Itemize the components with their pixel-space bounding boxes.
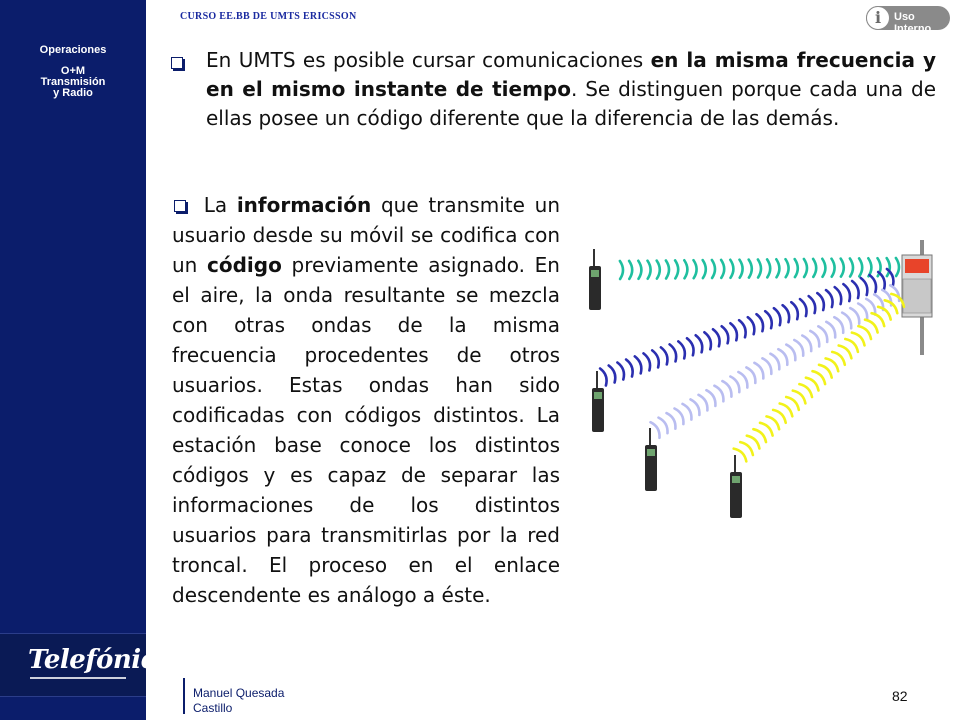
teal-signal-wave bbox=[684, 260, 687, 278]
blue-signal-wave bbox=[835, 287, 842, 304]
teal-signal-wave bbox=[703, 260, 706, 278]
badge-label: Uso Interno bbox=[894, 11, 932, 35]
teal-signal-wave bbox=[776, 259, 779, 277]
info-icon: i bbox=[866, 6, 890, 30]
page-number: 82 bbox=[892, 688, 908, 704]
blue-signal-wave bbox=[670, 344, 677, 361]
sidebar-title-line1: Operaciones bbox=[39, 44, 107, 56]
teal-signal-wave bbox=[859, 258, 862, 276]
bold-span: código bbox=[207, 253, 282, 277]
teal-signal-wave bbox=[887, 258, 890, 276]
teal-signal-wave bbox=[804, 259, 807, 277]
sidebar bbox=[0, 0, 173, 720]
blue-signal-wave bbox=[652, 350, 659, 367]
mobile-phone-icon bbox=[589, 249, 601, 310]
paragraph-umts-codes bbox=[206, 46, 936, 133]
teal-signal-wave bbox=[841, 259, 844, 277]
mobile-phone-icon bbox=[592, 371, 604, 432]
bullet-icon bbox=[171, 57, 183, 69]
course-title: CURSO EE.BB DE UMTS ERICSSON bbox=[180, 11, 357, 22]
teal-signal-wave bbox=[795, 259, 798, 277]
teal-signal-wave bbox=[666, 261, 669, 279]
blue-signal-wave bbox=[800, 299, 807, 316]
paragraph-information-coding bbox=[172, 190, 560, 610]
sidebar-title-line3: Transmisión bbox=[40, 76, 106, 88]
blue-signal-wave bbox=[757, 314, 764, 331]
blue-signal-wave bbox=[609, 366, 616, 383]
teal-signal-wave bbox=[850, 259, 853, 277]
teal-signal-wave bbox=[638, 261, 641, 279]
teal-signal-wave bbox=[648, 261, 651, 279]
teal-signal-wave bbox=[629, 261, 632, 279]
sidebar-title-line2: O+M bbox=[60, 65, 86, 77]
teal-signal-wave bbox=[694, 260, 697, 278]
teal-signal-wave bbox=[712, 260, 715, 278]
teal-signal-wave bbox=[758, 260, 761, 278]
blue-signal-wave bbox=[635, 356, 642, 373]
blue-signal-wave bbox=[791, 302, 798, 319]
blue-signal-wave bbox=[678, 341, 685, 358]
lavender-signal-wave bbox=[651, 422, 660, 438]
text-span: previamente asignado. En el aire, la onda resultante se mezcla con otras ondas de la misma frecuencia procedentes de otros usuarios. Estas ondas han sido codificadas con códigos distintos. La estación base conoce los distintos códigos y es capaz de separar las informaciones de los distintos usuarios para transmitirlas por la red troncal. El proceso en el enlace descendente es análogo a éste. bbox=[172, 253, 560, 607]
teal-signal-wave bbox=[730, 260, 733, 278]
blue-signal-wave bbox=[600, 369, 606, 386]
blue-signal-wave bbox=[826, 290, 833, 307]
teal-signal-wave bbox=[721, 260, 724, 278]
author-line1: Manuel Quesada bbox=[193, 686, 285, 700]
teal-signal-wave bbox=[786, 259, 789, 277]
teal-signal-wave bbox=[813, 259, 816, 277]
uso-interno-badge bbox=[866, 6, 950, 35]
blue-signal-wave bbox=[861, 278, 868, 295]
blue-signal-wave bbox=[722, 326, 729, 343]
bullet-icon bbox=[174, 200, 186, 212]
telefonica-logo: Telefónica bbox=[28, 645, 173, 675]
blue-signal-wave bbox=[748, 317, 755, 334]
mobile-phone-icon bbox=[730, 455, 742, 518]
blue-signal-wave bbox=[713, 329, 720, 346]
blue-signal-wave bbox=[843, 284, 850, 301]
blue-signal-wave bbox=[809, 296, 816, 313]
text-span: . Se distinguen porque cada una de ellas posee un código diferente que la diferencia de las demás. bbox=[206, 77, 936, 130]
author-line2: Castillo bbox=[193, 701, 233, 715]
teal-signal-wave bbox=[657, 261, 660, 279]
blue-signal-wave bbox=[687, 338, 694, 355]
text-span: En UMTS es posible cursar comunicaciones bbox=[206, 48, 651, 72]
text-span: La bbox=[194, 193, 237, 217]
blue-signal-wave bbox=[870, 275, 877, 292]
blue-signal-wave bbox=[644, 353, 651, 370]
sidebar-title-line4: y Radio bbox=[53, 87, 93, 99]
blue-signal-wave bbox=[661, 347, 668, 364]
bold-span: en la misma frecuencia y en el mismo instante de tiempo bbox=[206, 48, 936, 101]
teal-signal-wave bbox=[868, 258, 871, 276]
logo-underline bbox=[30, 677, 126, 679]
bold-span: información bbox=[236, 193, 372, 217]
blue-signal-wave bbox=[774, 308, 781, 325]
teal-signal-wave bbox=[740, 260, 743, 278]
teal-signal-wave bbox=[896, 258, 899, 276]
teal-signal-wave bbox=[749, 260, 752, 278]
author bbox=[193, 686, 284, 716]
teal-signal-wave bbox=[832, 259, 835, 277]
blue-signal-wave bbox=[730, 323, 737, 340]
base-station-icon bbox=[902, 240, 932, 355]
blue-signal-wave bbox=[765, 311, 772, 328]
mobile-phone-icon bbox=[645, 428, 657, 491]
teal-signal-wave bbox=[767, 259, 770, 277]
blue-signal-wave bbox=[817, 293, 824, 310]
blue-signal-wave bbox=[696, 335, 703, 352]
teal-signal-wave bbox=[675, 260, 678, 278]
blue-signal-wave bbox=[704, 332, 711, 349]
teal-signal-wave bbox=[822, 259, 825, 277]
cdma-uplink-diagram bbox=[575, 235, 955, 535]
blue-signal-wave bbox=[617, 363, 624, 380]
blue-signal-wave bbox=[626, 360, 633, 377]
blue-signal-wave bbox=[852, 281, 859, 298]
teal-signal-wave bbox=[620, 261, 623, 279]
footer-divider bbox=[183, 678, 185, 714]
text-span: que transmite un usuario desde su móvil se codifica con un bbox=[172, 193, 560, 277]
blue-signal-wave bbox=[739, 320, 746, 337]
blue-signal-wave bbox=[783, 305, 790, 322]
